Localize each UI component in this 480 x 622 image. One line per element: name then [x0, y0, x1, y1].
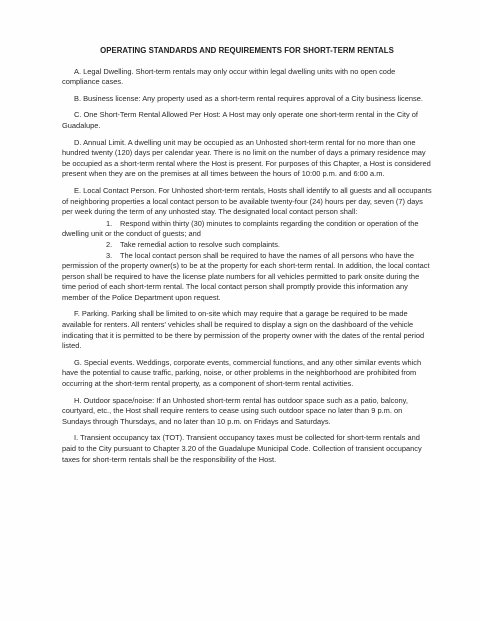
section-i-transient-occupancy-tax: I. Transient occupancy tax (TOT). Transient occupancy taxes must be collected for short-term rentals and paid to the City pursuant to Chapter 3.20 of the Guadalupe Municipal Code. Collection of transient occupancy taxes for short-term rentals shall be the responsibility of the Host.	[62, 433, 422, 464]
document-title: OPERATING STANDARDS AND REQUIREMENTS FOR SHORT-TERM RENTALS	[100, 46, 394, 55]
section-e-item-2-number: 2.	[106, 239, 113, 249]
section-a-legal-dwelling: A. Legal Dwelling. Short-term rentals may only occur within legal dwelling units with no open code compliance cases.	[62, 66, 396, 87]
section-h-outdoor-space-noise: H. Outdoor space/noise: If an Unhosted short-term rental has outdoor space such as a patio, balcony, courtyard, etc., the Host shall require renters to cease using such outdoor space no later than 9 p.m. on Sundays through Thursdays, and no later than 10 p.m. on Fridays and Saturdays.	[62, 395, 408, 426]
section-e-item-3-text: The local contact person shall be required to have the names of all persons who have the permission of the property owner(s) to be at the property for each short-term rental. In addition, the local contact person shall be required to have the license plate numbers for all vehicles permitted to park onsite during the time period of each short-term rental. The local contact person shall promptly provide this information any member of the Police Department upon request.	[62, 250, 430, 302]
section-e-item-3	[62, 251, 432, 304]
section-e-local-contact-person: E. Local Contact Person. For Unhosted short-term rentals, Hosts shall identify to all guests and all occupants of neighboring properties a local contact person to be available twenty-four (24) hours per day, seven (7) days per week during the term of any unhosted stay. The designated local contact person shall:	[62, 185, 432, 217]
section-e-item-2-text: Take remedial action to resolve such complaints.	[120, 239, 280, 249]
section-f-parking: F. Parking. Parking shall be limited to on-site which may require that a garage be required to be made available for renters. All renters' vehicles shall be required to display a sign on the dashboard of the vehicle indicating that it is permitted to be there by permission of the property owner with the dates of the rental period listed.	[62, 309, 425, 351]
section-e-item-1-number: 1.	[106, 218, 113, 228]
section-e-item-1	[62, 219, 432, 240]
section-e-item-3-number: 3.	[106, 250, 113, 260]
section-e-item-2	[62, 240, 432, 251]
section-c-one-rental-per-host: C. One Short-Term Rental Allowed Per Host: A Host may only operate one short-term rental in the City of Guadalupe.	[62, 110, 418, 130]
section-g-special-events: G. Special events. Weddings, corporate events, commercial functions, and any other similar events which have the potential to cause traffic, parking, noise, or other problems in the neighborhood are prohibited from occurring at the short-term rental property, as a component of short-term rental activities.	[62, 357, 422, 389]
section-e-list	[62, 219, 432, 304]
section-e-item-1-text: Respond within thirty (30) minutes to complaints regarding the condition or operation of the dwelling unit or the conduct of guests; and	[62, 218, 419, 239]
section-b-business-license: B. Business license: Any property used as a short-term rental requires approval of a City business license.	[74, 93, 423, 103]
document-body	[62, 46, 432, 471]
section-d-annual-limit: D. Annual Limit. A dwelling unit may be occupied as an Unhosted short-term rental for no more than one hundred twenty (120) days per calendar year. There is no limit on the number of days a primary residence may be occupied as a short-term rental where the Host is present. For purposes of this Chapter, a Host is considered present when they are on the premises at all times between the hours of 10:00 p.m. and 6:00 a.m.	[62, 137, 431, 179]
